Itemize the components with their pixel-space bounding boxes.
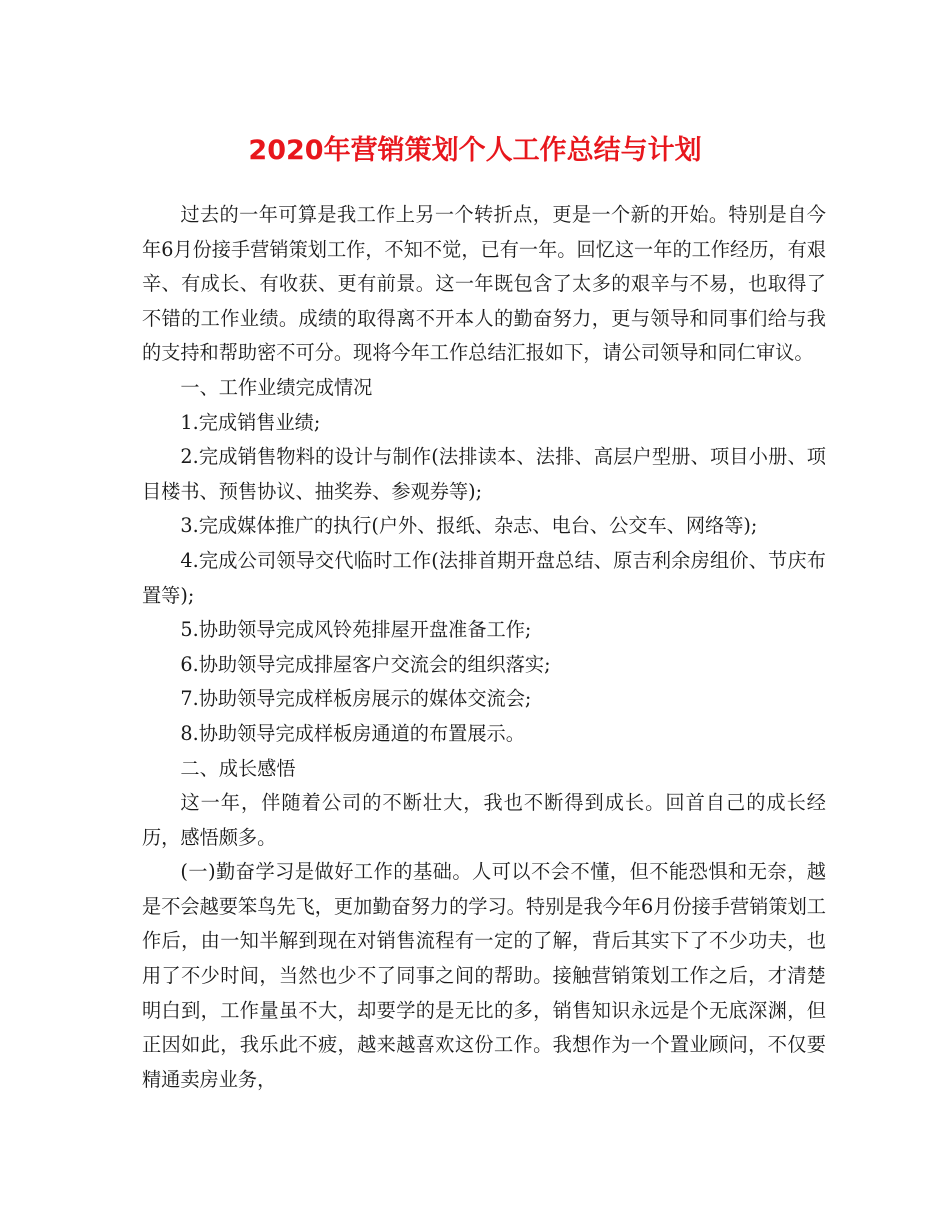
- list-item: 1.完成销售业绩;: [180, 410, 321, 434]
- list-item: 6.协助领导完成排屋客户交流会的组织落实;: [180, 652, 551, 676]
- list-item: 4.完成公司领导交代临时工作(法排首期开盘总结、原吉利余房组价、节庆布置等);: [142, 548, 826, 607]
- document-body: [142, 198, 826, 1097]
- list-item: 5.协助领导完成风铃苑排屋开盘准备工作;: [180, 618, 532, 642]
- paragraph-study: (一)勤奋学习是做好工作的基础。人可以不会不懂，但不能恐惧和无奈，越是不会越要笨鸟先飞，更加勤奋努力的学习。特别是我今年6月份接手营销策划工作后，由一知半解到现在对销售流程有一定的了解，背后其实下了不少功夫，也用了不少时间，当然也少不了同事之间的帮助。接触营销策划工作之后，才清楚明白到，工作量虽不大，却要学的是无比的多，销售知识永远是个无底深渊，但正因如此，我乐此不疲，越来越喜欢这份工作。我想作为一个置业顾问，不仅要精通卖房业务，: [142, 860, 826, 1091]
- list-item: 2.完成销售物料的设计与制作(法排读本、法排、高层户型册、项目小册、项目楼书、预售协议、抽奖券、参观券等);: [142, 445, 826, 503]
- paragraph-growth-intro: 这一年，伴随着公司的不断壮大，我也不断得到成长。回首自己的成长经历，感悟颇多。: [142, 791, 826, 849]
- section-heading-achievements: 一、工作业绩完成情况: [180, 375, 373, 399]
- list-item: 3.完成媒体推广的执行(户外、报纸、杂志、电台、公交车、网络等);: [180, 514, 758, 538]
- document-title: 2020年营销策划个人工作总结与计划: [248, 135, 702, 166]
- list-item: 8.协助领导完成样板房通道的布置展示。: [180, 721, 525, 745]
- list-item: 7.协助领导完成样板房展示的媒体交流会;: [180, 687, 532, 711]
- section-heading-growth: 二、成长感悟: [180, 756, 296, 780]
- paragraph-intro: 过去的一年可算是我工作上另一个转折点，更是一个新的开始。特别是自今年6月份接手营销策划工作，不知不觉，已有一年。回忆这一年的工作经历，有艰辛、有成长、有收获、更有前景。这一年既包含了太多的艰辛与不易，也取得了不错的工作业绩。成绩的取得离不开本人的勤奋努力，更与领导和同事们给与我的支持和帮助密不可分。现将今年工作总结汇报如下，请公司领导和同仁审议。: [142, 203, 826, 365]
